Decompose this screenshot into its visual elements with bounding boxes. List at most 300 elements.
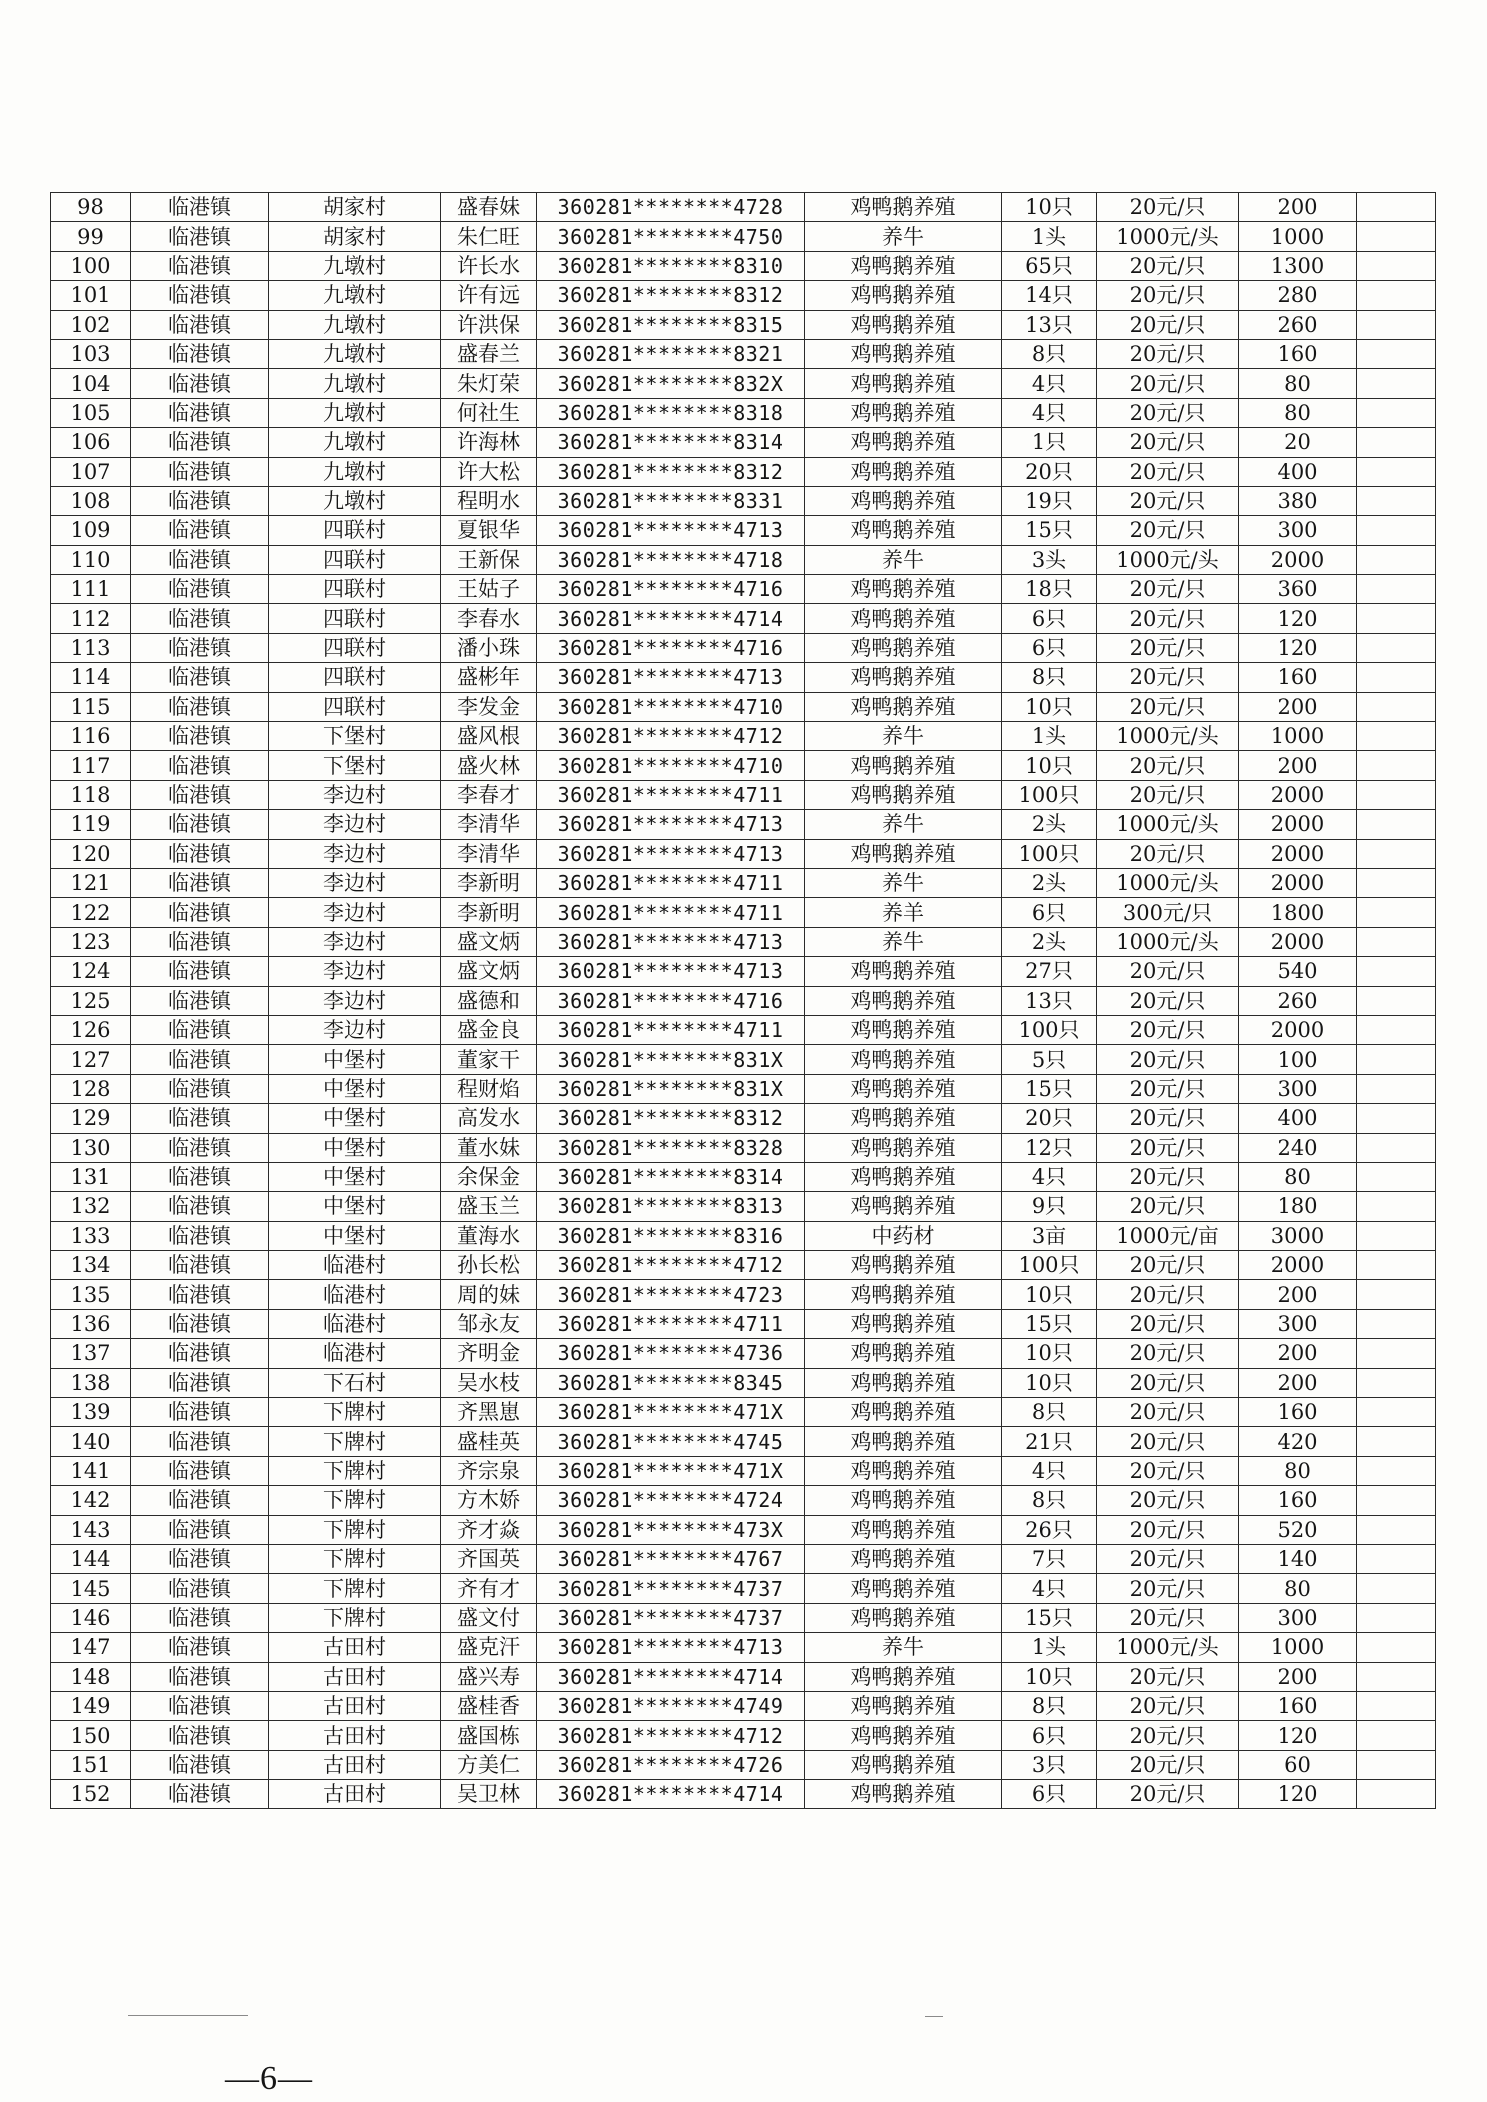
town-cell: 临港镇 [131,428,269,457]
town-cell: 临港镇 [131,575,269,604]
town-cell: 临港镇 [131,957,269,986]
project-cell: 鸡鸭鹅养殖 [805,251,1002,280]
person-name-cell: 齐才焱 [441,1515,537,1544]
remarks-cell [1357,868,1436,897]
village-cell: 四联村 [269,633,441,662]
quantity-cell: 8只 [1002,663,1097,692]
quantity-cell: 15只 [1002,1074,1097,1103]
amount-cell: 300 [1239,1309,1357,1338]
table-row [51,1045,1436,1074]
town-cell: 临港镇 [131,1280,269,1309]
id-number-cell: 360281********4728 [537,193,805,222]
amount-cell: 100 [1239,1045,1357,1074]
village-cell: 李边村 [269,986,441,1015]
person-name-cell: 盛春妹 [441,193,537,222]
town-cell: 临港镇 [131,222,269,251]
town-cell: 临港镇 [131,1015,269,1044]
quantity-cell: 4只 [1002,1574,1097,1603]
remarks-cell [1357,1398,1436,1427]
amount-cell: 540 [1239,957,1357,986]
person-name-cell: 许大松 [441,457,537,486]
person-name-cell: 盛风根 [441,722,537,751]
town-cell: 临港镇 [131,1515,269,1544]
remarks-cell [1357,604,1436,633]
person-name-cell: 盛桂香 [441,1691,537,1720]
row-number-cell: 118 [51,780,131,809]
village-cell: 下牌村 [269,1544,441,1573]
amount-cell: 300 [1239,516,1357,545]
village-cell: 四联村 [269,692,441,721]
quantity-cell: 19只 [1002,486,1097,515]
remarks-cell [1357,1309,1436,1338]
town-cell: 临港镇 [131,193,269,222]
remarks-cell [1357,1045,1436,1074]
id-number-cell: 360281********4714 [537,1662,805,1691]
village-cell: 古田村 [269,1633,441,1662]
person-name-cell: 许洪保 [441,310,537,339]
project-cell: 养牛 [805,1633,1002,1662]
person-name-cell: 李清华 [441,810,537,839]
amount-cell: 200 [1239,1368,1357,1397]
village-cell: 李边村 [269,780,441,809]
person-name-cell: 邹永友 [441,1309,537,1338]
row-number-cell: 111 [51,575,131,604]
amount-cell: 300 [1239,1074,1357,1103]
table-row [51,1309,1436,1338]
town-cell: 临港镇 [131,457,269,486]
amount-cell: 120 [1239,1780,1357,1809]
table-row [51,1662,1436,1691]
standard-cell: 1000元/头 [1097,810,1239,839]
village-cell: 下堡村 [269,751,441,780]
remarks-cell [1357,957,1436,986]
remarks-cell [1357,1133,1436,1162]
project-cell: 鸡鸭鹅养殖 [805,339,1002,368]
project-cell: 鸡鸭鹅养殖 [805,1280,1002,1309]
town-cell: 临港镇 [131,1574,269,1603]
village-cell: 古田村 [269,1721,441,1750]
id-number-cell: 360281********4716 [537,986,805,1015]
table-row [51,1603,1436,1632]
row-number-cell: 121 [51,868,131,897]
subsidy-table [50,192,1436,1809]
table-row [51,986,1436,1015]
village-cell: 临港村 [269,1280,441,1309]
remarks-cell [1357,1574,1436,1603]
person-name-cell: 李春才 [441,780,537,809]
id-number-cell: 360281********4723 [537,1280,805,1309]
town-cell: 临港镇 [131,780,269,809]
village-cell: 四联村 [269,545,441,574]
project-cell: 鸡鸭鹅养殖 [805,1192,1002,1221]
table-row [51,604,1436,633]
person-name-cell: 朱灯荣 [441,369,537,398]
row-number-cell: 126 [51,1015,131,1044]
amount-cell: 20 [1239,428,1357,457]
table-row [51,457,1436,486]
remarks-cell [1357,839,1436,868]
standard-cell: 20元/只 [1097,692,1239,721]
id-number-cell: 360281********4713 [537,516,805,545]
table-row [51,251,1436,280]
village-cell: 古田村 [269,1662,441,1691]
table-row [51,1721,1436,1750]
person-name-cell: 盛国栋 [441,1721,537,1750]
quantity-cell: 21只 [1002,1427,1097,1456]
row-number-cell: 139 [51,1398,131,1427]
project-cell: 鸡鸭鹅养殖 [805,1309,1002,1338]
person-name-cell: 何社生 [441,398,537,427]
row-number-cell: 141 [51,1456,131,1485]
village-cell: 九墩村 [269,339,441,368]
project-cell: 鸡鸭鹅养殖 [805,1045,1002,1074]
id-number-cell: 360281********471X [537,1456,805,1485]
standard-cell: 20元/只 [1097,575,1239,604]
village-cell: 李边村 [269,810,441,839]
village-cell: 九墩村 [269,398,441,427]
person-name-cell: 李清华 [441,839,537,868]
id-number-cell: 360281********4711 [537,898,805,927]
person-name-cell: 盛文炳 [441,927,537,956]
village-cell: 下牌村 [269,1486,441,1515]
table-row [51,1251,1436,1280]
town-cell: 临港镇 [131,1162,269,1191]
id-number-cell: 360281********4711 [537,1015,805,1044]
remarks-cell [1357,1603,1436,1632]
table-row [51,633,1436,662]
remarks-cell [1357,1456,1436,1485]
remarks-cell [1357,1780,1436,1809]
id-number-cell: 360281********8318 [537,398,805,427]
person-name-cell: 王新保 [441,545,537,574]
project-cell: 鸡鸭鹅养殖 [805,1456,1002,1485]
id-number-cell: 360281********4750 [537,222,805,251]
table-row [51,1515,1436,1544]
row-number-cell: 146 [51,1603,131,1632]
project-cell: 鸡鸭鹅养殖 [805,663,1002,692]
id-number-cell: 360281********4714 [537,604,805,633]
amount-cell: 2000 [1239,927,1357,956]
person-name-cell: 潘小珠 [441,633,537,662]
person-name-cell: 盛桂英 [441,1427,537,1456]
standard-cell: 20元/只 [1097,1074,1239,1103]
standard-cell: 20元/只 [1097,986,1239,1015]
amount-cell: 80 [1239,369,1357,398]
table-row [51,398,1436,427]
remarks-cell [1357,575,1436,604]
town-cell: 临港镇 [131,281,269,310]
standard-cell: 1000元/头 [1097,927,1239,956]
row-number-cell: 107 [51,457,131,486]
table-row [51,810,1436,839]
person-name-cell: 吴水枝 [441,1368,537,1397]
row-number-cell: 103 [51,339,131,368]
town-cell: 临港镇 [131,663,269,692]
standard-cell: 1000元/头 [1097,222,1239,251]
row-number-cell: 131 [51,1162,131,1191]
standard-cell: 20元/只 [1097,281,1239,310]
remarks-cell [1357,457,1436,486]
remarks-cell [1357,986,1436,1015]
remarks-cell [1357,1486,1436,1515]
village-cell: 古田村 [269,1691,441,1720]
amount-cell: 1800 [1239,898,1357,927]
person-name-cell: 方美仁 [441,1750,537,1779]
project-cell: 鸡鸭鹅养殖 [805,310,1002,339]
row-number-cell: 138 [51,1368,131,1397]
id-number-cell: 360281********4749 [537,1691,805,1720]
town-cell: 临港镇 [131,868,269,897]
id-number-cell: 360281********4713 [537,957,805,986]
remarks-cell [1357,1721,1436,1750]
amount-cell: 200 [1239,1280,1357,1309]
person-name-cell: 齐有才 [441,1574,537,1603]
town-cell: 临港镇 [131,1750,269,1779]
table-row [51,1133,1436,1162]
person-name-cell: 董海水 [441,1221,537,1250]
village-cell: 李边村 [269,839,441,868]
standard-cell: 20元/只 [1097,839,1239,868]
village-cell: 李边村 [269,1015,441,1044]
remarks-cell [1357,927,1436,956]
amount-cell: 520 [1239,1515,1357,1544]
row-number-cell: 104 [51,369,131,398]
id-number-cell: 360281********4713 [537,839,805,868]
remarks-cell [1357,751,1436,780]
project-cell: 鸡鸭鹅养殖 [805,1104,1002,1133]
id-number-cell: 360281********4710 [537,751,805,780]
amount-cell: 1000 [1239,1633,1357,1662]
standard-cell: 1000元/头 [1097,722,1239,751]
amount-cell: 280 [1239,281,1357,310]
table-row [51,1104,1436,1133]
person-name-cell: 李春水 [441,604,537,633]
person-name-cell: 王姑子 [441,575,537,604]
id-number-cell: 360281********4713 [537,663,805,692]
standard-cell: 20元/只 [1097,957,1239,986]
person-name-cell: 李发金 [441,692,537,721]
quantity-cell: 10只 [1002,1662,1097,1691]
person-name-cell: 夏银华 [441,516,537,545]
quantity-cell: 6只 [1002,1780,1097,1809]
project-cell: 鸡鸭鹅养殖 [805,839,1002,868]
quantity-cell: 10只 [1002,692,1097,721]
village-cell: 胡家村 [269,222,441,251]
remarks-cell [1357,1192,1436,1221]
row-number-cell: 115 [51,692,131,721]
standard-cell: 20元/只 [1097,751,1239,780]
village-cell: 九墩村 [269,369,441,398]
standard-cell: 20元/只 [1097,369,1239,398]
quantity-cell: 14只 [1002,281,1097,310]
standard-cell: 1000元/头 [1097,1633,1239,1662]
row-number-cell: 150 [51,1721,131,1750]
id-number-cell: 360281********8315 [537,310,805,339]
village-cell: 九墩村 [269,251,441,280]
person-name-cell: 盛玉兰 [441,1192,537,1221]
amount-cell: 1000 [1239,222,1357,251]
amount-cell: 260 [1239,310,1357,339]
quantity-cell: 2头 [1002,927,1097,956]
project-cell: 养羊 [805,898,1002,927]
town-cell: 临港镇 [131,1456,269,1485]
quantity-cell: 10只 [1002,1280,1097,1309]
id-number-cell: 360281********471X [537,1398,805,1427]
amount-cell: 80 [1239,1574,1357,1603]
amount-cell: 2000 [1239,839,1357,868]
remarks-cell [1357,1427,1436,1456]
town-cell: 临港镇 [131,722,269,751]
id-number-cell: 360281********8312 [537,457,805,486]
standard-cell: 20元/只 [1097,1691,1239,1720]
standard-cell: 300元/只 [1097,898,1239,927]
amount-cell: 200 [1239,1662,1357,1691]
remarks-cell [1357,810,1436,839]
village-cell: 中堡村 [269,1104,441,1133]
table-row [51,868,1436,897]
id-number-cell: 360281********4767 [537,1544,805,1573]
row-number-cell: 106 [51,428,131,457]
project-cell: 鸡鸭鹅养殖 [805,1780,1002,1809]
village-cell: 临港村 [269,1309,441,1338]
town-cell: 临港镇 [131,839,269,868]
amount-cell: 80 [1239,1162,1357,1191]
village-cell: 下牌村 [269,1427,441,1456]
quantity-cell: 8只 [1002,1486,1097,1515]
id-number-cell: 360281********4711 [537,780,805,809]
table-row [51,780,1436,809]
remarks-cell [1357,398,1436,427]
quantity-cell: 15只 [1002,1603,1097,1632]
project-cell: 鸡鸭鹅养殖 [805,633,1002,662]
town-cell: 临港镇 [131,1486,269,1515]
table-row [51,516,1436,545]
remarks-cell [1357,1074,1436,1103]
amount-cell: 1000 [1239,722,1357,751]
town-cell: 临港镇 [131,339,269,368]
table-row [51,369,1436,398]
row-number-cell: 133 [51,1221,131,1250]
id-number-cell: 360281********4713 [537,810,805,839]
village-cell: 李边村 [269,957,441,986]
quantity-cell: 1头 [1002,1633,1097,1662]
quantity-cell: 100只 [1002,1251,1097,1280]
scan-artifact-line [925,2016,943,2017]
amount-cell: 2000 [1239,545,1357,574]
id-number-cell: 360281********4711 [537,1309,805,1338]
quantity-cell: 26只 [1002,1515,1097,1544]
project-cell: 鸡鸭鹅养殖 [805,1603,1002,1632]
amount-cell: 160 [1239,1398,1357,1427]
remarks-cell [1357,281,1436,310]
id-number-cell: 360281********8313 [537,1192,805,1221]
project-cell: 鸡鸭鹅养殖 [805,1574,1002,1603]
remarks-cell [1357,1339,1436,1368]
quantity-cell: 100只 [1002,1015,1097,1044]
id-number-cell: 360281********4712 [537,1251,805,1280]
standard-cell: 20元/只 [1097,1398,1239,1427]
quantity-cell: 1头 [1002,722,1097,751]
project-cell: 鸡鸭鹅养殖 [805,1691,1002,1720]
amount-cell: 2000 [1239,1015,1357,1044]
remarks-cell [1357,722,1436,751]
quantity-cell: 1头 [1002,222,1097,251]
standard-cell: 20元/只 [1097,1780,1239,1809]
town-cell: 临港镇 [131,1104,269,1133]
quantity-cell: 7只 [1002,1544,1097,1573]
quantity-cell: 4只 [1002,1456,1097,1485]
table-row [51,898,1436,927]
id-number-cell: 360281********4736 [537,1339,805,1368]
standard-cell: 20元/只 [1097,339,1239,368]
table-row [51,1398,1436,1427]
remarks-cell [1357,1662,1436,1691]
amount-cell: 80 [1239,398,1357,427]
village-cell: 中堡村 [269,1192,441,1221]
amount-cell: 200 [1239,751,1357,780]
amount-cell: 360 [1239,575,1357,604]
person-name-cell: 孙长松 [441,1251,537,1280]
project-cell: 鸡鸭鹅养殖 [805,398,1002,427]
quantity-cell: 10只 [1002,1339,1097,1368]
table-row [51,1486,1436,1515]
person-name-cell: 盛春兰 [441,339,537,368]
id-number-cell: 360281********4716 [537,575,805,604]
id-number-cell: 360281********4726 [537,1750,805,1779]
project-cell: 鸡鸭鹅养殖 [805,1544,1002,1573]
quantity-cell: 4只 [1002,369,1097,398]
id-number-cell: 360281********4737 [537,1574,805,1603]
amount-cell: 2000 [1239,868,1357,897]
table-row [51,1456,1436,1485]
row-number-cell: 137 [51,1339,131,1368]
village-cell: 胡家村 [269,193,441,222]
standard-cell: 1000元/头 [1097,545,1239,574]
amount-cell: 300 [1239,1603,1357,1632]
project-cell: 鸡鸭鹅养殖 [805,575,1002,604]
quantity-cell: 15只 [1002,1309,1097,1338]
person-name-cell: 董家干 [441,1045,537,1074]
remarks-cell [1357,251,1436,280]
village-cell: 中堡村 [269,1045,441,1074]
village-cell: 九墩村 [269,428,441,457]
village-cell: 四联村 [269,604,441,633]
quantity-cell: 12只 [1002,1133,1097,1162]
remarks-cell [1357,428,1436,457]
row-number-cell: 116 [51,722,131,751]
standard-cell: 20元/只 [1097,1045,1239,1074]
row-number-cell: 109 [51,516,131,545]
village-cell: 四联村 [269,575,441,604]
project-cell: 养牛 [805,927,1002,956]
project-cell: 鸡鸭鹅养殖 [805,1074,1002,1103]
standard-cell: 20元/只 [1097,251,1239,280]
remarks-cell [1357,516,1436,545]
remarks-cell [1357,692,1436,721]
amount-cell: 160 [1239,1691,1357,1720]
project-cell: 鸡鸭鹅养殖 [805,1750,1002,1779]
village-cell: 下牌村 [269,1603,441,1632]
quantity-cell: 8只 [1002,1398,1097,1427]
id-number-cell: 360281********8314 [537,428,805,457]
person-name-cell: 李新明 [441,868,537,897]
standard-cell: 20元/只 [1097,633,1239,662]
village-cell: 中堡村 [269,1221,441,1250]
quantity-cell: 10只 [1002,193,1097,222]
id-number-cell: 360281********8321 [537,339,805,368]
project-cell: 鸡鸭鹅养殖 [805,780,1002,809]
amount-cell: 400 [1239,457,1357,486]
